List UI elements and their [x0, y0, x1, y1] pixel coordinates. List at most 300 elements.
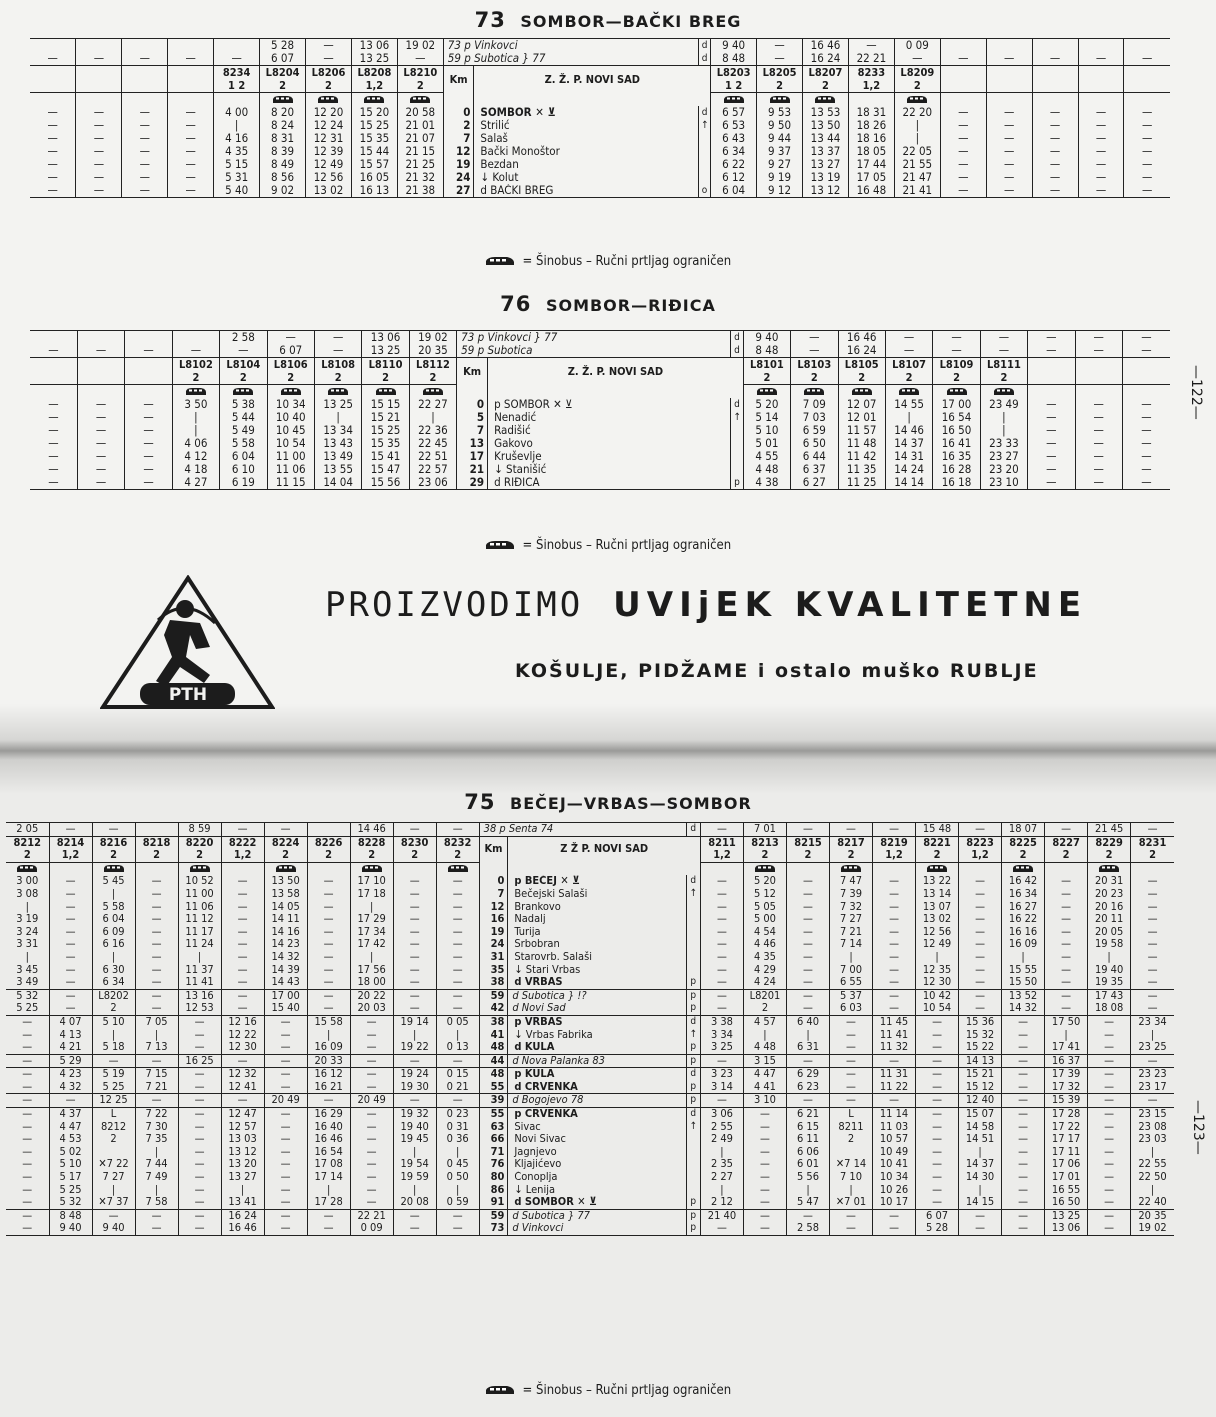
train-number: L8203 [711, 66, 757, 80]
time-cell: — [1028, 398, 1075, 411]
time-cell: — [1075, 424, 1122, 437]
direction-mark [686, 964, 700, 977]
time-cell: 6 04 [711, 184, 757, 198]
train-number: 8226 [307, 836, 350, 849]
time-cell: — [1075, 437, 1122, 450]
time-cell: — [743, 1196, 786, 1209]
time-cell: — [307, 926, 350, 939]
railbus-cell [397, 93, 443, 107]
time-cell: 8 56 [260, 171, 306, 184]
time-cell: — [1124, 145, 1170, 158]
time-cell [1078, 39, 1124, 53]
railbus-cell [916, 862, 959, 875]
time-cell [76, 39, 122, 53]
time-cell: — [959, 976, 1002, 989]
time-cell: 12 40 [959, 1094, 1002, 1108]
time-cell: ✕7 22 [92, 1158, 135, 1171]
time-cell: — [22, 1067, 33, 1081]
railbus-cell [436, 862, 479, 875]
train-class: 2 [362, 371, 409, 385]
table-row [6, 913, 1174, 926]
train-number: L8210 [397, 66, 443, 80]
railbus-cell [1032, 93, 1078, 107]
connection-route: 59 p Subotica [457, 344, 731, 358]
time-cell: — [1078, 119, 1124, 132]
time-cell: 9 12 [757, 184, 803, 198]
time-cell: 16 16 [1002, 926, 1045, 939]
train-number: L8207 [803, 66, 849, 80]
time-cell: 6 06 [786, 1146, 829, 1159]
time-cell: — [125, 411, 172, 424]
time-cell: 13 53 [803, 106, 849, 119]
table-row [30, 331, 1170, 345]
connection-route: d Bogojevo 78 [508, 1094, 686, 1108]
time-cell: | [178, 951, 221, 964]
railbus-icon [485, 1385, 515, 1396]
time-cell: — [135, 888, 178, 901]
time-cell: 19 45 [393, 1133, 436, 1146]
railbus-cell [757, 93, 803, 107]
time-cell: — [959, 926, 1002, 939]
train-number: L8206 [306, 66, 352, 80]
time-cell: — [393, 823, 436, 837]
station-name: Gakovo [488, 437, 731, 450]
railbus-icon [275, 864, 297, 873]
time-cell: — [1124, 158, 1170, 171]
direction-mark: d [698, 39, 710, 53]
time-cell: — [393, 901, 436, 914]
time-cell: 3 24 [16, 925, 39, 938]
km-cell: 12 [443, 145, 474, 158]
time-cell: 13 20 [221, 1158, 264, 1171]
station-name: Radišić [488, 424, 731, 437]
time-cell: — [77, 344, 124, 358]
time-cell: 20 16 [1088, 901, 1131, 914]
time-cell: 19 02 [397, 39, 443, 53]
time-cell: 13 25 [351, 52, 397, 66]
time-cell: — [1078, 158, 1124, 171]
time-cell: — [1131, 989, 1174, 1002]
train-class: 2 [264, 849, 307, 862]
table-row [30, 450, 1170, 463]
railbus-cell [791, 385, 838, 399]
train-number: 8229 [1088, 836, 1131, 849]
time-cell: — [49, 875, 92, 888]
time-cell: — [1002, 1209, 1045, 1222]
time-cell: L8201 [743, 989, 786, 1002]
time-cell: — [49, 888, 92, 901]
time-cell: — [307, 938, 350, 951]
time-cell: — [393, 964, 436, 977]
time-cell: 14 31 [885, 450, 932, 463]
time-cell: 12 07 [838, 398, 885, 411]
railbus-icon [814, 95, 836, 104]
time-cell: 3 19 [16, 913, 39, 926]
time-cell: — [178, 1222, 221, 1235]
time-cell: — [1078, 106, 1124, 119]
time-cell: 17 18 [350, 888, 393, 901]
km-cell: 38 [479, 976, 508, 989]
railbus-cell [743, 385, 790, 399]
time-cell: — [77, 398, 124, 411]
time-cell: — [1078, 132, 1124, 145]
time-cell: 21 01 [397, 119, 443, 132]
table-row [6, 1121, 1174, 1134]
train-number: L8209 [894, 66, 940, 80]
time-cell: 15 12 [959, 1081, 1002, 1094]
time-cell: — [986, 171, 1032, 184]
time-cell: — [264, 1054, 307, 1068]
time-cell: 20 35 [1131, 1209, 1174, 1222]
time-cell: — [22, 1171, 33, 1184]
time-cell: 19 58 [1088, 938, 1131, 951]
time-cell: — [700, 1094, 743, 1108]
time-cell [172, 331, 219, 345]
train-class: 2 [397, 79, 443, 93]
time-cell: 0 36 [436, 1133, 479, 1146]
time-cell: — [264, 1146, 307, 1159]
time-cell: 10 26 [873, 1184, 916, 1197]
time-cell: L8202 [92, 989, 135, 1002]
time-cell: 2 [92, 1133, 135, 1146]
railbus-cell [393, 862, 436, 875]
time-cell: — [1045, 989, 1088, 1002]
time-cell: — [122, 106, 168, 119]
connection-route: 73 p Vinkovci } 77 [457, 331, 731, 345]
time-cell: 15 44 [351, 145, 397, 158]
time-cell: 17 43 [1088, 989, 1131, 1002]
table-row [30, 39, 1170, 53]
direction-mark [686, 1184, 700, 1197]
time-cell: — [92, 823, 135, 837]
km-cell: 39 [479, 1094, 508, 1108]
railbus-cell [933, 385, 980, 399]
time-cell: — [959, 1222, 1002, 1235]
time-cell: — [178, 1041, 221, 1054]
time-cell: — [1088, 1015, 1131, 1028]
time-cell: 22 36 [409, 424, 456, 437]
time-cell: 5 45 [92, 875, 135, 888]
time-cell: — [873, 823, 916, 837]
direction-mark: p [686, 976, 700, 989]
time-cell: — [393, 989, 436, 1002]
time-cell: — [92, 1209, 135, 1222]
direction-mark [686, 1133, 700, 1146]
time-cell: 21 47 [894, 171, 940, 184]
time-cell: 7 27 [92, 1171, 135, 1184]
train-number: 8215 [786, 836, 829, 849]
time-cell: 0 05 [436, 1015, 479, 1028]
train-class [1028, 371, 1075, 385]
time-cell: — [314, 344, 361, 358]
time-cell: — [125, 437, 172, 450]
time-cell: 13 03 [221, 1133, 264, 1146]
time-cell: | [959, 1146, 1002, 1159]
train-number [125, 358, 172, 372]
time-cell: 13 06 [1045, 1222, 1088, 1235]
time-cell: 15 21 [362, 411, 409, 424]
time-cell: 14 32 [1002, 1002, 1045, 1015]
time-cell: | [830, 1184, 873, 1197]
time-cell: | [393, 1146, 436, 1159]
time-cell: 14 04 [314, 476, 361, 490]
time-cell: — [30, 476, 77, 490]
time-cell: — [1002, 1015, 1045, 1028]
time-cell: 12 56 [306, 171, 352, 184]
railbus-icon [189, 864, 211, 873]
time-cell: 6 01 [786, 1158, 829, 1171]
time-cell: — [700, 1054, 743, 1068]
time-cell: | [393, 1184, 436, 1197]
time-cell: 5 47 [786, 1196, 829, 1209]
railbus-cell [351, 93, 397, 107]
time-cell: — [350, 1146, 393, 1159]
station-name: SOMBOR ✕ ⊻ [474, 106, 699, 119]
time-cell: — [307, 1209, 350, 1222]
time-cell: — [933, 331, 980, 345]
train-class: 2 [1088, 849, 1131, 862]
time-cell: 0 23 [436, 1108, 479, 1121]
time-cell: — [700, 976, 743, 989]
time-cell: 3 08 [16, 887, 39, 900]
table-row [6, 836, 1174, 849]
time-cell: 13 52 [1002, 989, 1045, 1002]
railbus-cell [6, 862, 49, 875]
time-cell: — [743, 1146, 786, 1159]
train-number: 8232 [436, 836, 479, 849]
time-cell: 0 13 [436, 1041, 479, 1054]
railbus-cell [77, 385, 124, 399]
railbus-icon [361, 864, 383, 873]
railbus-icon [327, 387, 349, 396]
time-cell: 10 42 [916, 989, 959, 1002]
time-cell: 11 03 [873, 1121, 916, 1134]
train-number: 8222 [221, 836, 264, 849]
time-cell: — [135, 989, 178, 1002]
time-cell: 5 02 [49, 1146, 92, 1159]
table-row [30, 184, 1170, 198]
direction-mark: d [686, 1015, 700, 1028]
direction-mark: ↑ [698, 119, 710, 132]
time-cell: — [306, 39, 352, 53]
time-cell: 0 50 [436, 1171, 479, 1184]
time-cell: — [22, 1120, 33, 1133]
time-cell: — [221, 951, 264, 964]
time-cell: — [1045, 976, 1088, 989]
table-row [6, 1222, 1174, 1235]
direction-mark [686, 901, 700, 914]
time-cell: 4 55 [743, 450, 790, 463]
time-cell: | [894, 119, 940, 132]
time-cell: 12 56 [916, 926, 959, 939]
train-number [1122, 358, 1170, 372]
time-cell: | [1131, 1184, 1174, 1197]
km-cell: 0 [457, 398, 488, 411]
time-cell: — [743, 1184, 786, 1197]
time-cell: 9 37 [757, 145, 803, 158]
railbus-icon [272, 95, 294, 104]
time-cell: 7 44 [135, 1158, 178, 1171]
table-76-name: SOMBOR—RIĐICA [545, 296, 716, 315]
table-row [6, 964, 1174, 977]
time-cell: — [122, 184, 168, 198]
table-row [6, 926, 1174, 939]
time-cell: 4 48 [743, 463, 790, 476]
time-cell: — [436, 888, 479, 901]
time-cell: — [1078, 145, 1124, 158]
time-cell: 5 15 [214, 158, 260, 171]
km-cell: 63 [479, 1121, 508, 1134]
time-cell: 15 50 [1002, 976, 1045, 989]
table-73-title [0, 8, 1216, 32]
time-cell: 13 12 [803, 184, 849, 198]
time-cell: — [264, 1108, 307, 1121]
time-cell: — [940, 106, 986, 119]
time-cell: 10 40 [267, 411, 314, 424]
time-cell: 16 54 [307, 1146, 350, 1159]
time-cell: — [393, 888, 436, 901]
time-cell: 23 08 [1131, 1121, 1174, 1134]
time-cell: — [221, 875, 264, 888]
direction-mark [731, 424, 743, 437]
time-cell: — [436, 1002, 479, 1015]
time-cell: 13 27 [221, 1171, 264, 1184]
time-cell: — [122, 119, 168, 132]
time-cell: — [1032, 184, 1078, 198]
time-cell: — [350, 1184, 393, 1197]
station-name: ↓ Vrbas Fabrika [508, 1029, 686, 1042]
time-cell: | [1131, 1146, 1174, 1159]
time-cell: — [1002, 1108, 1045, 1121]
km-header: Km [457, 358, 488, 385]
time-cell: — [1045, 926, 1088, 939]
legend-text: = Šinobus – Ručni prtljag ograničen [522, 538, 732, 553]
time-cell: 10 41 [873, 1158, 916, 1171]
time-cell: — [873, 1209, 916, 1222]
time-cell: 0 45 [436, 1158, 479, 1171]
time-cell: 11 41 [178, 976, 221, 989]
train-number [940, 66, 986, 80]
time-cell: — [306, 52, 352, 66]
table-row [30, 411, 1170, 424]
time-cell: 16 13 [351, 184, 397, 198]
time-cell: 6 10 [220, 463, 267, 476]
table-row [30, 437, 1170, 450]
time-cell: — [264, 1133, 307, 1146]
train-number: L8103 [791, 358, 838, 372]
time-cell: 15 57 [351, 158, 397, 171]
time-cell: 3 31 [16, 938, 39, 951]
time-cell: 11 45 [873, 1015, 916, 1028]
railbus-icon [185, 387, 207, 396]
time-cell: 7 49 [135, 1171, 178, 1184]
time-cell: 5 40 [214, 184, 260, 198]
time-cell: 6 04 [92, 913, 135, 926]
table-row [30, 463, 1170, 476]
time-cell: 8 24 [260, 119, 306, 132]
time-cell: — [916, 1146, 959, 1159]
time-cell: — [1088, 1209, 1131, 1222]
time-cell: — [959, 989, 1002, 1002]
train-class [1075, 371, 1122, 385]
direction-mark: p [731, 476, 743, 490]
time-cell: — [1045, 1002, 1088, 1015]
train-class [122, 79, 168, 93]
time-cell: — [1075, 344, 1122, 358]
station-cell [508, 862, 701, 875]
connection-route: d Subotica } 77 [508, 1209, 686, 1222]
time-cell: — [178, 1029, 221, 1042]
time-cell: 22 21 [848, 52, 894, 66]
ad-headline [325, 585, 1087, 625]
time-cell: — [916, 1121, 959, 1134]
time-cell: — [1045, 888, 1088, 901]
time-cell: — [940, 52, 986, 66]
km-cell: 7 [479, 888, 508, 901]
time-cell: — [743, 1133, 786, 1146]
station-name: ↓ Kolut [474, 171, 699, 184]
time-cell: — [76, 52, 122, 66]
time-cell: 17 39 [1045, 1068, 1088, 1081]
railbus-cell [1131, 862, 1174, 875]
direction-mark: d [686, 1108, 700, 1121]
railbus-icon [103, 864, 125, 873]
time-cell: 14 23 [264, 938, 307, 951]
time-cell: — [1088, 1171, 1131, 1184]
table-row [6, 901, 1174, 914]
time-cell: 14 14 [885, 476, 932, 490]
time-cell [125, 331, 172, 345]
time-cell: 17 14 [307, 1171, 350, 1184]
time-cell: — [786, 1054, 829, 1068]
km-cell: 24 [479, 938, 508, 951]
time-cell: — [916, 1171, 959, 1184]
connection-route: 38 p Senta 74 [479, 823, 686, 837]
time-cell: — [830, 1015, 873, 1028]
train-number: L8105 [838, 358, 885, 372]
time-cell: — [1122, 476, 1170, 490]
connection-route: 73 p Vinkovci [443, 39, 698, 53]
time-cell: | [92, 951, 135, 964]
time-cell: — [1075, 398, 1122, 411]
time-cell: 15 20 [351, 106, 397, 119]
railbus-cell [711, 93, 757, 107]
direction-mark: ↑ [686, 1029, 700, 1042]
time-cell: — [1002, 1171, 1045, 1184]
train-number: 8220 [178, 836, 221, 849]
time-cell: 3 15 [743, 1054, 786, 1068]
time-cell: 10 45 [267, 424, 314, 437]
time-cell: | [786, 1184, 829, 1197]
time-cell: 16 25 [178, 1054, 221, 1068]
train-class: 2 [791, 371, 838, 385]
train-class: 2 [92, 849, 135, 862]
table-row [30, 132, 1170, 145]
time-cell: 20 22 [350, 989, 393, 1002]
railbus-cell [92, 862, 135, 875]
train-number: 8225 [1002, 836, 1045, 849]
time-cell: 19 02 [1131, 1222, 1174, 1235]
railway-header: Z Ž P. NOVI SAD [508, 836, 701, 862]
time-cell: 23 20 [980, 463, 1027, 476]
time-cell: L [830, 1108, 873, 1121]
train-class [30, 371, 77, 385]
time-cell: — [873, 1054, 916, 1068]
direction-mark [698, 132, 710, 145]
legend-73 [0, 254, 1216, 269]
time-cell: 20 33 [307, 1054, 350, 1068]
time-cell: — [135, 1094, 178, 1108]
